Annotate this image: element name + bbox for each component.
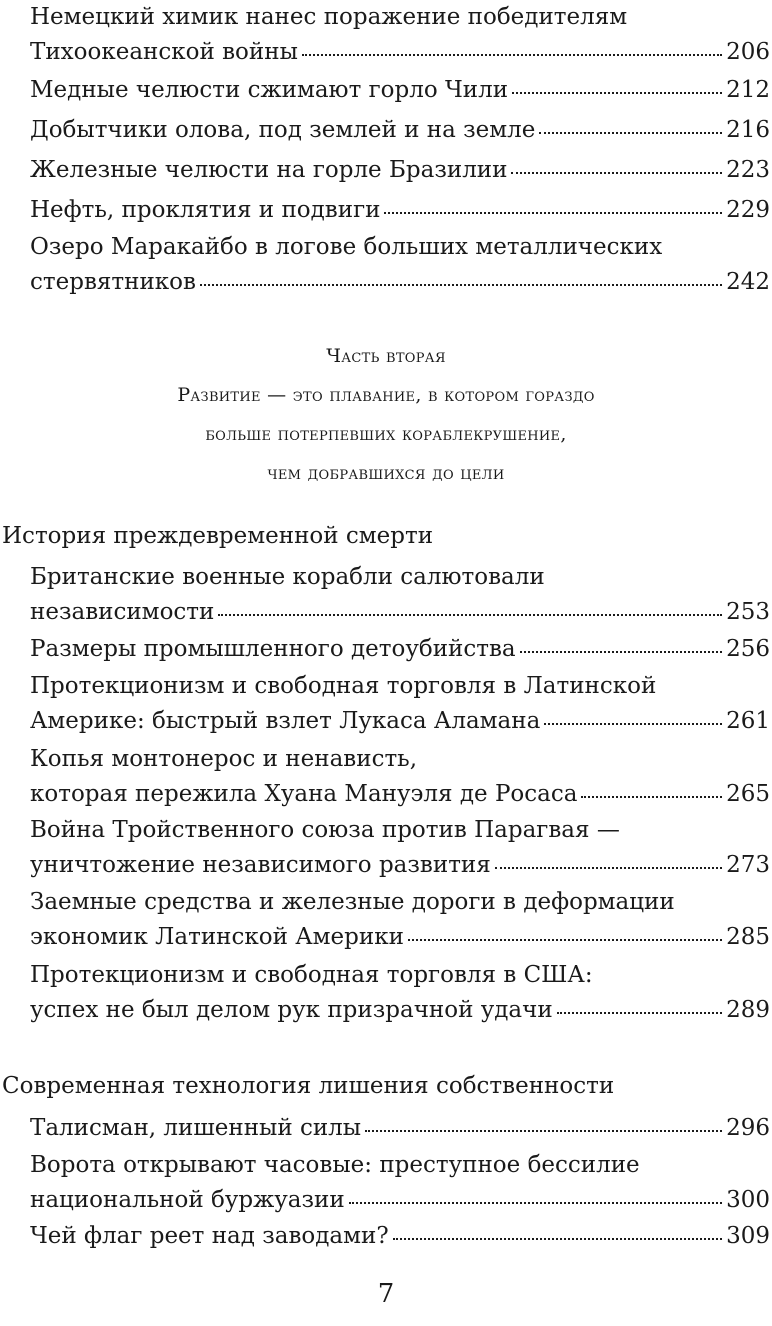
entry-title-line: Железные челюсти на горле Бразилии: [30, 157, 508, 183]
page-number: 261: [726, 708, 770, 734]
dot-leader: [512, 71, 722, 94]
dot-leader: [393, 1217, 722, 1240]
entry-title-line: Тихоокеанской войны: [30, 39, 298, 65]
section-heading: История преждевременной смерти: [2, 523, 434, 549]
toc-entry: [30, 632, 770, 667]
toc-entry: [30, 153, 770, 188]
toc-entry: [30, 193, 770, 228]
entry-title-line: Талисман, лишенный силы: [30, 1115, 362, 1141]
entry-title-line: Нефть, проклятия и подвиги: [30, 197, 381, 223]
page-number: 273: [726, 852, 770, 878]
entry-title-line: Чей флаг реет над заводами?: [30, 1223, 389, 1249]
dot-leader: [557, 991, 722, 1014]
part-title-line: больше потерпевших кораблекрушение,: [205, 423, 567, 445]
toc-entry: [30, 73, 770, 108]
toc-entry: [30, 958, 770, 1028]
entry-title-line: Протекционизм и свободная торговля в Латинской: [30, 673, 657, 699]
dot-leader: [218, 593, 722, 616]
toc-entry: [30, 813, 770, 883]
entry-title-line: Америке: быстрый взлет Лукаса Аламана: [30, 708, 541, 734]
toc-entry: [30, 113, 770, 148]
entry-title-line: Добытчики олова, под землей и на земле: [30, 117, 536, 143]
entry-title-line: Война Тройственного союза против Парагвая —: [30, 817, 620, 843]
page-number: 265: [726, 781, 770, 807]
dot-leader: [539, 111, 722, 134]
entry-title-line: Размеры промышленного детоубийства: [30, 636, 516, 662]
part-label: Часть вторая: [326, 345, 446, 367]
part-title-line: чем добравшихся до цели: [267, 462, 505, 484]
entry-title-line: которая пережила Хуана Мануэля де Росаса: [30, 781, 578, 807]
entry-title-line: стервятников: [30, 269, 196, 295]
entry-title-line: Немецкий химик нанес поражение победителям: [30, 4, 628, 30]
toc-entry: [30, 1148, 770, 1218]
entry-title-line: независимости: [30, 599, 215, 625]
page-number: 300: [726, 1187, 770, 1213]
page-number: 229: [726, 197, 770, 223]
entry-title-line: Медные челюсти сжимают горло Чили: [30, 77, 509, 103]
page-number: 285: [726, 924, 770, 950]
page-number: 296: [726, 1115, 770, 1141]
toc-entry: [30, 230, 770, 300]
page-number: 212: [726, 77, 770, 103]
entry-title-line: Ворота открывают часовые: преступное бессилие: [30, 1152, 640, 1178]
toc-entry: [30, 0, 770, 70]
dot-leader: [544, 702, 722, 725]
dot-leader: [349, 1181, 722, 1204]
page-folio: 7: [377, 1279, 395, 1309]
page-number: 223: [726, 157, 770, 183]
entry-title-line: Британские военные корабли салютовали: [30, 564, 545, 590]
toc-entry: [30, 560, 770, 630]
page-number: 216: [726, 117, 770, 143]
toc-entry: [30, 1219, 770, 1254]
entry-title-line: уничтожение независимого развития: [30, 852, 491, 878]
page-number: 256: [726, 636, 770, 662]
section-heading: Современная технология лишения собственности: [2, 1073, 615, 1099]
page-number: 253: [726, 599, 770, 625]
toc-entry: [30, 1111, 770, 1146]
dot-leader: [365, 1109, 722, 1132]
page-number: 206: [726, 39, 770, 65]
dot-leader: [302, 33, 722, 56]
dot-leader: [495, 846, 722, 869]
toc-entry: [30, 742, 770, 812]
page-number: 242: [726, 269, 770, 295]
page-number: 289: [726, 997, 770, 1023]
entry-title-line: экономик Латинской Америки: [30, 924, 404, 950]
dot-leader: [511, 151, 722, 174]
entry-title-line: Заемные средства и железные дороги в деформации: [30, 889, 675, 915]
dot-leader: [408, 918, 722, 941]
entry-title-line: Протекционизм и свободная торговля в США:: [30, 962, 593, 988]
entry-title-line: успех не был делом рук призрачной удачи: [30, 997, 553, 1023]
entry-title-line: Озеро Маракайбо в логове больших металлических: [30, 234, 663, 260]
toc-entry: [30, 885, 770, 955]
entry-title-line: национальной буржуазии: [30, 1187, 345, 1213]
dot-leader: [200, 263, 722, 286]
page-number: 309: [726, 1223, 770, 1249]
entry-title-line: Копья монтонерос и ненависть,: [30, 746, 418, 772]
part-title-line: Развитие — это плавание, в котором гораздо: [177, 384, 595, 406]
dot-leader: [520, 630, 722, 653]
dot-leader: [581, 775, 722, 798]
toc-entry: [30, 669, 770, 739]
dot-leader: [384, 191, 722, 214]
